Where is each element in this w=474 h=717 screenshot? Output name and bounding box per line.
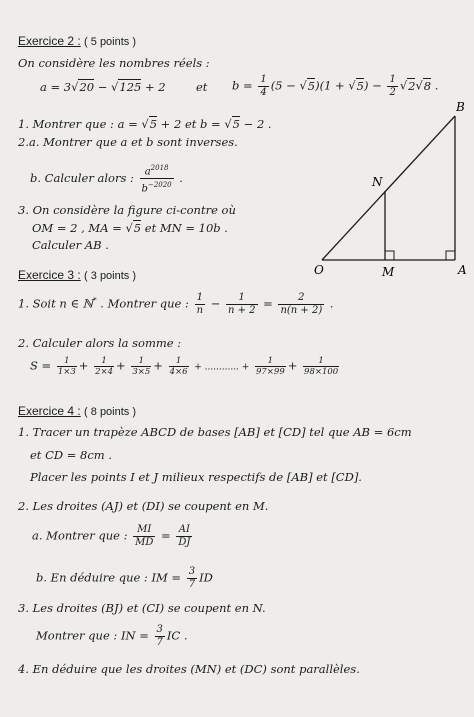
ex4-question-2: 2. Les droites (AJ) et (DI) se coupent en M.	[18, 499, 269, 513]
ex2-question-2b: b. Calculer alors : $\frac{a^{2018}}{b^{-2020}}$ .	[30, 164, 183, 195]
ex3-question-2: 2. Calculer alors la somme :	[18, 336, 182, 350]
ex2-title: Exercice 2 :	[18, 34, 81, 48]
ex4-question-1-line2: et CD = 8cm .	[30, 448, 113, 462]
ex4-question-3-show: Montrer que : IN = $\frac{3}{7}$ IC .	[36, 624, 188, 648]
ex3-sum: S = $\frac{1}{1\times 3}$ + $\frac{1}{2\times 4}$ + $\frac{1}{3\times 5}$ + $\frac{1}{4\times 6}$ + ............ + $\frac{1}{97\times 99}$ + $\frac{1}{98\times 100}$	[30, 356, 339, 377]
right-angle-A	[446, 251, 455, 260]
ex4-points: ( 8 points )	[84, 406, 137, 418]
label-N: N	[372, 175, 383, 189]
label-B: B	[456, 100, 465, 114]
ex4-question-2a: a. Montrer que : $\frac{MI}{MD}$ = $\frac{AI}{DJ}$	[32, 524, 191, 548]
ex3-points: ( 3 points )	[84, 270, 137, 282]
ex2-a-definition: a = 3√20 − √125 + 2	[40, 80, 166, 94]
ex4-question-4: 4. En déduire que les droites (MN) et (DC) sont parallèles.	[18, 662, 360, 676]
ex3-heading	[18, 268, 136, 283]
ex2-question-3-line3: Calculer AB .	[32, 238, 109, 252]
ex2-b-definition: b = $\frac{1}{4}$ (5 − √5)(1 + √5) − $\frac{1}{2}$ √2√8 .	[232, 74, 439, 98]
segment-OB	[322, 116, 455, 260]
ex4-question-1-line3: Placer les points I et J milieux respectifs de [AB] et [CD].	[30, 470, 362, 484]
ex4-title: Exercice 4 :	[18, 404, 81, 418]
ex4-question-3: 3. Les droites (BJ) et (CI) se coupent en N.	[18, 601, 266, 615]
ex4-question-2b: b. En déduire que : IM = $\frac{3}{7}$ ID	[36, 566, 213, 590]
label-A: A	[458, 263, 467, 277]
ex2-points: ( 5 points )	[84, 36, 137, 48]
ex4-heading	[18, 404, 136, 419]
ex2-question-3-line1: 3. On considère la figure ci-contre où	[18, 203, 236, 217]
ex3-question-1: 1. Soit n ∈ ℕ* . Montrer que : $\frac{1}{n}$ − $\frac{1}{n + 2}$ = $\frac{2}{n(n + 2)}$ .	[18, 292, 334, 316]
label-O: O	[314, 263, 324, 277]
ex4-question-1-line1: 1. Tracer un trapèze ABCD de bases [AB] et [CD] tel que AB = 6cm	[18, 425, 412, 439]
ex2-heading	[18, 34, 136, 49]
label-M: M	[382, 265, 395, 278]
ex2-et-word: et	[196, 80, 208, 94]
ex2-question-3-line2: OM = 2 , MA = √5 et MN = 10b .	[32, 221, 228, 235]
ex3-title: Exercice 3 :	[18, 268, 81, 282]
triangle-figure	[300, 98, 474, 278]
right-angle-M	[385, 251, 394, 260]
ex2-intro: On considère les nombres réels :	[18, 56, 210, 70]
ex2-question-1: 1. Montrer que : a = √5 + 2 et b = √5 − 2 .	[18, 117, 272, 131]
ex2-question-2a: 2.a. Montrer que a et b sont inverses.	[18, 135, 238, 149]
